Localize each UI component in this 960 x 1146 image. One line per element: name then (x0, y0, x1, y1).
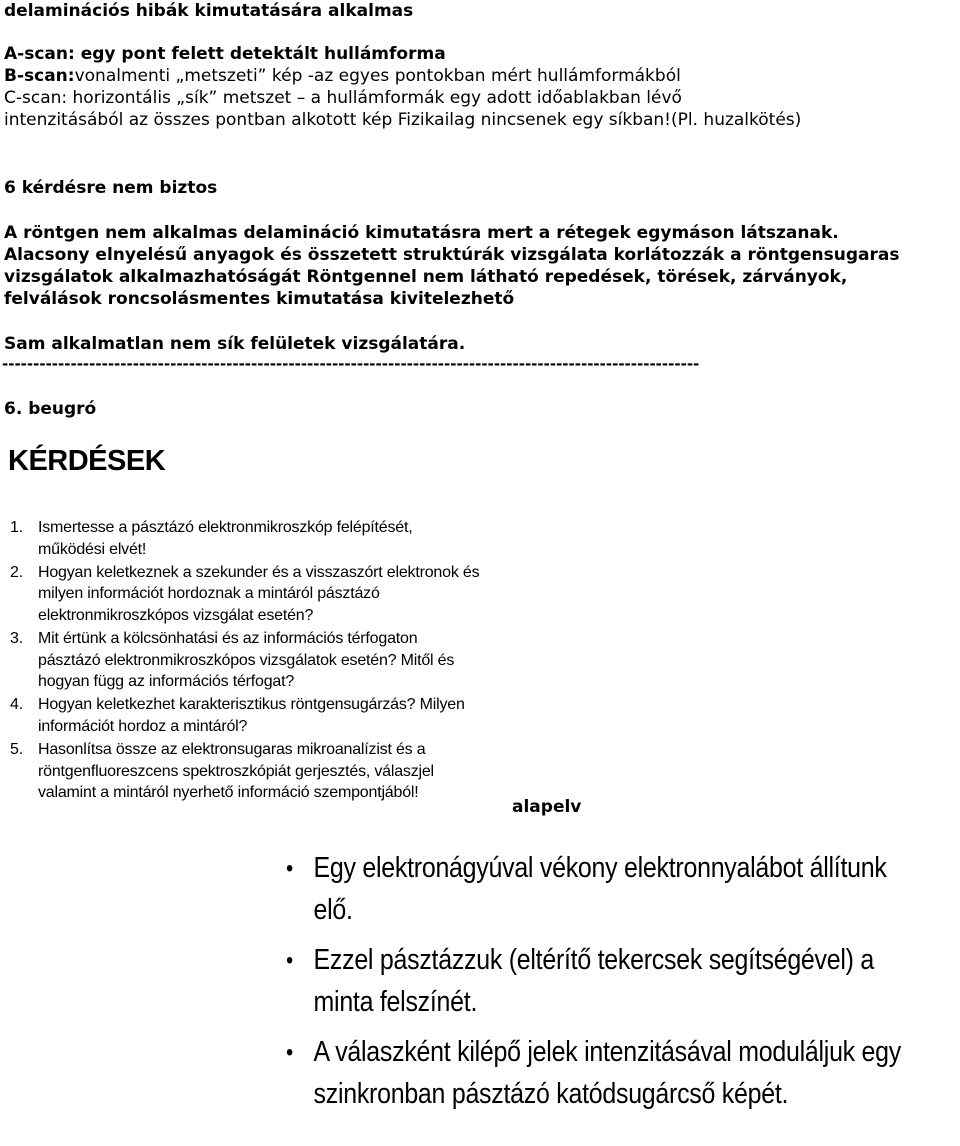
question-line: Mit értünk a kölcsönhatási és az információs térfogaton (38, 629, 418, 647)
questions-title: KÉRDÉSEK (8, 445, 166, 477)
bullet-line: Egy elektronágyúval vékony elektronnyalábot állítunk (313, 852, 887, 884)
bullet-item (286, 848, 901, 931)
c-scan-line-2: intenzitásából az összes pontban alkotott kép Fizikailag nincsenek egy síkban!(Pl. huzalkötés) (4, 110, 802, 130)
question-line: információt hordoz a mintáról? (38, 717, 248, 735)
question-number: 5. (10, 740, 23, 758)
question-item (10, 562, 479, 627)
question-item (10, 628, 479, 693)
question-number: 3. (10, 629, 23, 647)
bullet-line: A válaszként kilépő jelek intenzitásával moduláljuk egy (313, 1036, 902, 1068)
xray-line-2: Alacsony elnyelésű anyagok és összetett struktúrák vizsgálata korlátozzák a röntgensugaras (4, 245, 900, 265)
sam-line: Sam alkalmatlan nem sík felületek vizsgálatára. (4, 334, 466, 354)
a-scan-line: A-scan: egy pont felett detektált hullámforma (4, 44, 446, 64)
not-sure-note: 6 kérdésre nem biztos (4, 178, 218, 198)
b-scan-line (4, 65, 801, 87)
question-line: milyen információt hordoznak a mintáról pásztázó (38, 585, 380, 603)
bullet-line: szinkronban pásztázó katódsugárcső képét. (313, 1077, 789, 1110)
question-line: Hogyan keletkezhet karakterisztikus röntgensugárzás? Milyen (38, 696, 465, 714)
alapelv-label: alapelv (512, 797, 582, 817)
xray-line-3: vizsgálatok alkalmazhatóságát Röntgennel nem látható repedések, törések, zárványok, (4, 267, 848, 287)
question-line: hogyan függ az információs térfogat? (38, 673, 295, 691)
b-scan-text: vonalmenti „metszeti” kép -az egyes pontokban mért hullámformákból (74, 66, 681, 86)
question-line: működési elvét! (38, 540, 147, 558)
question-number: 4. (10, 696, 23, 714)
bullet-icon: • (286, 947, 293, 974)
questions-list (10, 517, 479, 805)
bullet-line: minta felszínét. (313, 985, 478, 1018)
question-line: Ismertesse a pásztázó elektronmikroszkóp felépítését, (38, 519, 413, 536)
question-number: 1. (10, 519, 23, 536)
question-item (10, 694, 479, 737)
bullet-icon: • (286, 855, 293, 882)
scan-definitions (4, 43, 801, 131)
bullet-line: elő. (313, 893, 353, 926)
bullet-item (286, 940, 901, 1023)
b-scan-label: B-scan: (4, 66, 75, 86)
section-label: 6. beugró (4, 399, 97, 419)
question-line: Hasonlítsa össze az elektronsugaras mikroanalízist és a (38, 740, 426, 758)
xray-line-1: A röntgen nem alkalmas delamináció kimutatásra mert a rétegek egymáson látszanak. (4, 223, 839, 243)
question-item (10, 517, 479, 560)
principle-bullets (286, 848, 901, 1124)
question-line: valamint a mintáról nyerhető információ szempontjából! (38, 784, 419, 802)
bullet-line: Ezzel pásztázzuk (eltérítő tekercsek segítségével) a (313, 944, 874, 976)
top-heading: delaminációs hibák kimutatására alkalmas (4, 1, 414, 21)
question-line: Hogyan keletkeznek a szekunder és a visszaszórt elektronok és (38, 563, 480, 581)
xray-line-4: felválások roncsolásmentes kimutatása kivitelezhető (4, 289, 515, 309)
question-line: elektronmikroszkópos vizsgálat esetén? (38, 606, 314, 624)
question-line: pásztázó elektronmikroszkópos vizsgálatok esetén? Mitől és (38, 651, 455, 669)
question-item (10, 739, 479, 804)
separator-line: ---------------------------------------------------------------------------------------------------------------- (2, 355, 700, 373)
question-number: 2. (10, 563, 23, 581)
c-scan-line-1: C-scan: horizontális „sík” metszet – a hullámformák egy adott időablakban lévő (4, 88, 682, 108)
xray-paragraph (4, 222, 899, 310)
bullet-icon: • (286, 1039, 293, 1066)
bullet-item (286, 1032, 901, 1115)
question-line: röntgenfluoreszcens spektroszkópiát gerjesztés, válaszjel (38, 762, 434, 780)
